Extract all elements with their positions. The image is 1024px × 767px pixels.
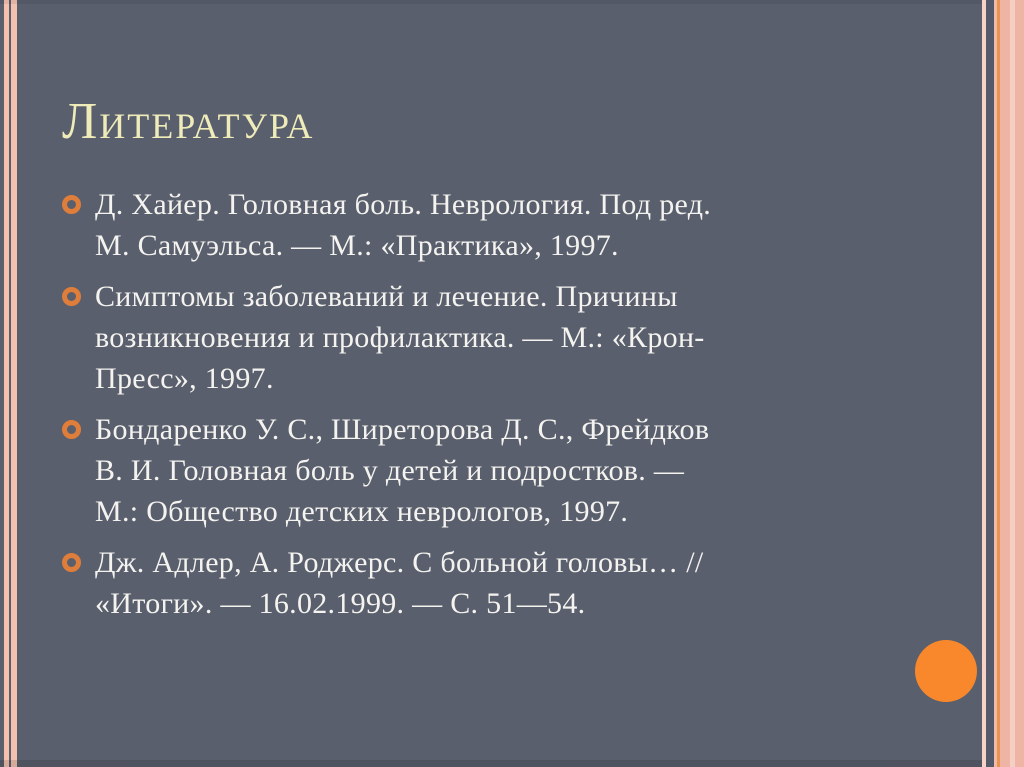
bullet-line: М. Самуэльса. — М.: «Практика», 1997. [95, 229, 619, 262]
bullet-item [62, 184, 952, 266]
slide-title: Литература [62, 93, 315, 150]
left-pink-stripe [4, 0, 9, 767]
bullet-item [62, 409, 952, 532]
orange-circle-decoration [915, 640, 977, 702]
bullet-line: Дж. Адлер, А. Роджерс. С больной головы… // [95, 546, 704, 579]
bullet-ring-icon [62, 553, 81, 572]
left-pink-stripe [11, 0, 17, 767]
bullet-list [62, 184, 952, 634]
right-gray-stripe [986, 0, 994, 767]
bullet-ring-icon [62, 195, 81, 214]
bullet-ring-icon [62, 420, 81, 439]
bullet-item [62, 542, 952, 624]
bullet-line: В. И. Головная боль у детей и подростков. — [95, 454, 685, 487]
right-salmon-stripe [1000, 0, 1010, 767]
right-salmon-stripe [1015, 0, 1024, 767]
bullet-line: Бондаренко У. С., Ширеторова Д. С., Фрейдков [95, 413, 710, 446]
bullet-line: Д. Хайер. Головная боль. Неврология. Под ред. [95, 188, 712, 221]
bullet-ring-icon [62, 287, 81, 306]
top-shading [0, 0, 982, 4]
bullet-line: Симптомы заболеваний и лечение. Причины [95, 280, 678, 313]
bullet-line: М.: Общество детских неврологов, 1997. [95, 495, 629, 528]
bullet-line: «Итоги». — 16.02.1999. — С. 51—54. [95, 587, 586, 620]
bullet-line: Пресс», 1997. [95, 362, 274, 395]
bullet-item [62, 276, 952, 399]
bullet-line: возникновения и профилактика. — М.: «Крон- [95, 321, 705, 354]
bottom-shading [0, 760, 982, 767]
